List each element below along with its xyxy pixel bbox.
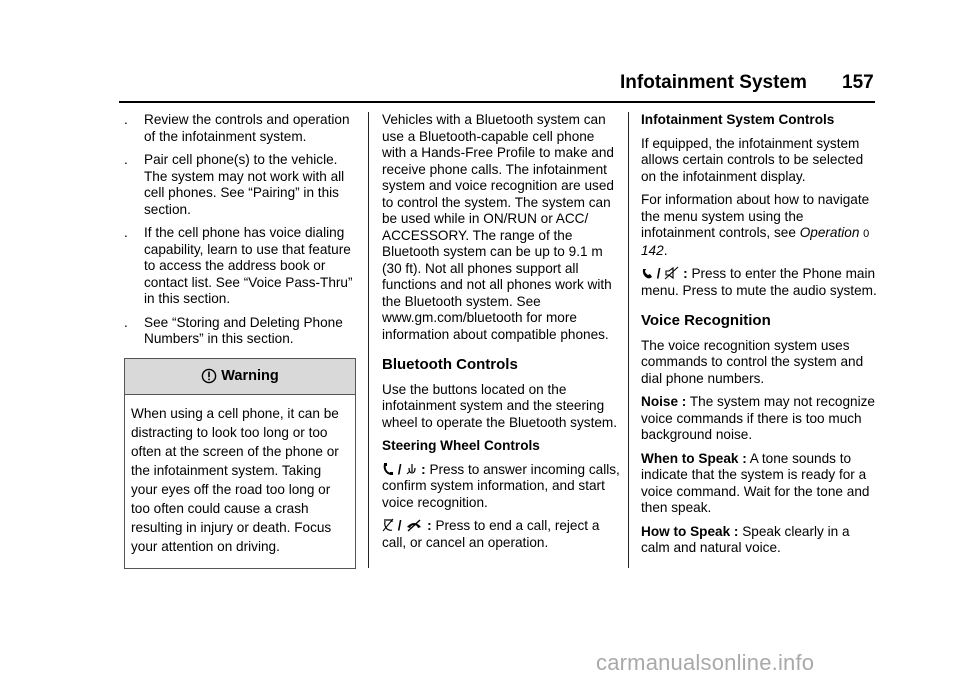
item-label: When to Speak : [641,450,747,466]
bullet-text: If the cell phone has voice dialing capability, learn to use that feature to access the address book or contact list. See “Voice Pass-Thru” in this section. [144,225,353,306]
separator: / [656,266,661,281]
colon: : [427,518,432,533]
paragraph: The voice recognition system uses commands to control the system and dial phone numbers. [641,337,864,386]
cross-reference-link[interactable]: Operation [799,225,860,240]
ref-arrow-icon: 0 [863,228,870,240]
colon: : [421,461,426,477]
separator: / [397,518,402,533]
bluetooth-intro: Vehicles with a Bluetooth system can use a Bluetooth-capable cell phone with a Hands-Free Profile to make and receive phone calls. The infotainment system and voice recognition are used to control the system. The system can be used while in ON/RUN or ACC/ ACCESSORY. The range of the Bluetooth system can be up to 9.1 m (30 ft). Not all phones support all functions and not all phones work with the Bluetooth system. See www.gm.com/bluetooth for more information about compatible phones. [382,112,614,342]
control-item [382,462,622,512]
bullet-mark: . [124,225,128,240]
control-text: Press to answer incoming calls, confirm system information, and start voice recognition. [382,461,620,510]
warning-title: Warning [221,367,279,384]
end-call-icon [382,518,394,532]
list-item [124,225,356,308]
list-item [124,315,356,348]
item-text: The system may not recognize voice commands if there is too much background noise. [641,394,875,442]
separator: / [397,461,402,477]
section-title: Infotainment System [620,72,807,93]
item-label: How to Speak : [641,523,739,539]
ref-page: 142 [641,242,664,258]
infotainment-controls-heading: Infotainment System Controls [641,112,835,127]
paragraph-text: For information about how to navigate the menu system using the infotainment controls, see [641,192,870,240]
list-item [641,394,877,444]
column-3 [641,112,877,564]
controls-intro: Use the buttons located on the infotainment system and the steering wheel to operate the Bluetooth system. [382,381,618,430]
column-divider [368,112,369,568]
push-to-talk-icon [382,462,394,476]
control-text: Press to enter the Phone main menu. Press to mute the audio system. [641,266,877,298]
column-2 [382,112,622,558]
control-item [641,266,877,299]
watermark: carmanualsonline.info [596,650,815,675]
warning-body: When using a cell phone, it can be distracting to look too long or too often at the screen of the phone or the infotainment system. Taking your eyes off the road too long or too often could cause a crash resulting in injury or death. Focus your attention on driving. [131,405,339,554]
control-text: Press to end a call, reject a call, or cancel an operation. [382,518,600,550]
steering-wheel-controls-heading: Steering Wheel Controls [382,438,540,453]
list-item [641,524,877,557]
warning-box [124,358,356,569]
column-divider [628,112,629,568]
list-item [641,451,877,517]
page-number: 157 [842,72,874,93]
bullet-text: Review the controls and operation of the infotainment system. [144,112,350,144]
bullet-mark: . [124,314,128,330]
bullet-mark: . [124,152,128,167]
phone-answer-icon [405,462,417,476]
voice-recognition-heading: Voice Recognition [641,312,771,329]
item-text: Speak clearly in a calm and natural voice. [641,523,850,555]
bullet-mark: . [124,112,128,127]
paragraph: If equipped, the infotainment system allows certain controls to be selected on the infotainment display. [641,135,864,184]
column-1 [124,112,356,569]
item-text: A tone sounds to indicate that the system is ready for a voice command. Wait for the tone and then speak. [641,450,870,515]
mute-icon [664,266,679,280]
phone-icon [641,266,653,280]
item-label: Noise : [641,394,687,409]
bluetooth-controls-heading: Bluetooth Controls [382,356,518,373]
colon: : [683,266,688,281]
warning-header [125,359,355,395]
control-item [382,518,622,551]
list-item [124,152,356,218]
bullet-text: See “Storing and Deleting Phone Numbers” in this section. [144,314,343,346]
warning-icon [201,368,217,384]
mute-phone-icon [405,518,423,532]
bullet-text: Pair cell phone(s) to the vehicle. The system may not work with all cell phones. See “Pairing” in this section. [144,152,345,217]
paragraph [641,192,877,259]
list-item [124,112,356,145]
period: . [663,242,668,258]
header-rule [119,101,875,103]
